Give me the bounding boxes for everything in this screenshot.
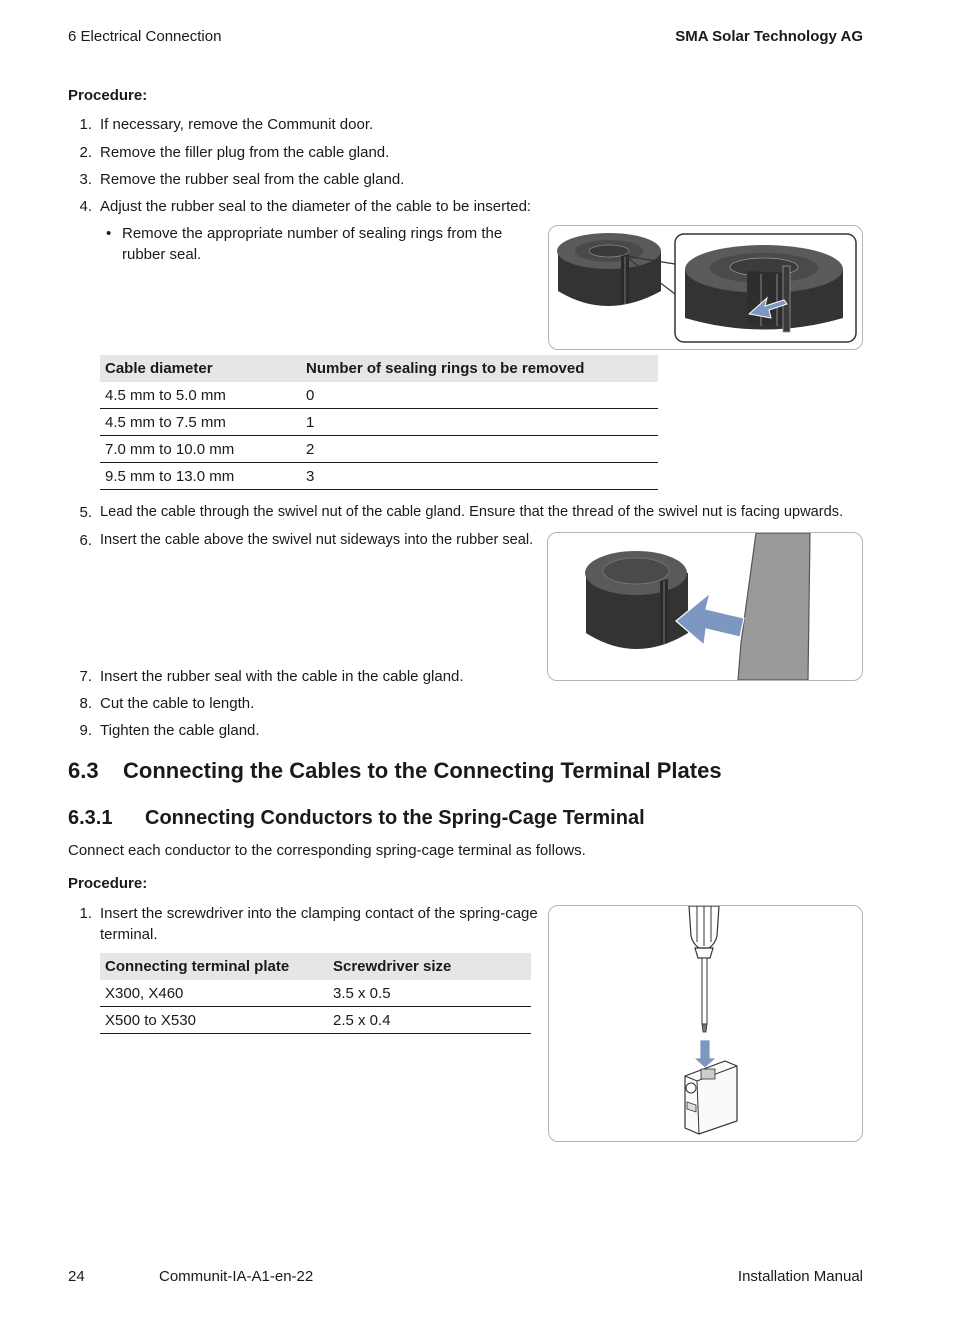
- step-1: [68, 114, 868, 135]
- section-number: 6.3.1: [68, 807, 113, 829]
- table-cell: 3.5 x 0.5: [328, 980, 531, 1007]
- table-cell: 2: [301, 436, 658, 463]
- step-number: 8.: [79, 695, 92, 712]
- footer-doc-id: Communit-IA-A1-en-22: [159, 1268, 314, 1285]
- step-text-line1: Insert the screwdriver into the clamping contact of the spring-cage: [100, 905, 538, 922]
- step-number: 9.: [79, 722, 92, 739]
- cable-diameter-table: [100, 355, 658, 490]
- step-text: Insert the cable above the swivel nut sideways into the rubber seal.: [100, 532, 534, 548]
- header-company: SMA Solar Technology AG: [675, 28, 863, 45]
- table-row: [100, 980, 531, 1007]
- table-cell: 0: [301, 382, 658, 409]
- step-2: [68, 142, 868, 163]
- table-header-row: [100, 953, 531, 980]
- table-cell: 2.5 x 0.4: [328, 1007, 531, 1034]
- step-7: [68, 666, 538, 687]
- step-number: 1.: [79, 905, 92, 922]
- step-text-line2: terminal.: [100, 926, 158, 943]
- section-title: Connecting Conductors to the Spring-Cage Terminal: [145, 807, 645, 829]
- step-text: Insert the rubber seal with the cable in the cable gland.: [100, 668, 464, 685]
- step-number: 2.: [79, 144, 92, 161]
- footer-page-number: 24: [68, 1268, 85, 1285]
- bullet-text-line2: rubber seal.: [122, 246, 202, 263]
- footer-doc-type: Installation Manual: [737, 1268, 863, 1285]
- table-header-cell: Number of sealing rings to be removed: [301, 355, 658, 382]
- step-text: Cut the cable to length.: [100, 695, 255, 712]
- step-text: Lead the cable through the swivel nut of the cable gland. Ensure that the thread of the swivel nut is facing upwards.: [100, 504, 844, 520]
- table-row: [100, 436, 658, 463]
- cable-insert-illustration: [548, 533, 862, 680]
- table-row: [100, 1007, 531, 1034]
- section-title: Connecting the Cables to the Connecting Terminal Plates: [123, 758, 722, 783]
- procedure-label: Procedure:: [68, 87, 148, 104]
- step-3: [68, 169, 868, 190]
- screwdriver-terminal-illustration: [549, 906, 862, 1141]
- rubber-seal-figure: [548, 225, 863, 350]
- step-8: [68, 693, 538, 714]
- step-text: Remove the filler plug from the cable gland.: [100, 144, 390, 161]
- step-number: 3.: [79, 171, 92, 188]
- section-number: 6.3: [68, 758, 99, 783]
- section-heading-6-3: [68, 758, 722, 784]
- table-cell: 3: [301, 463, 658, 490]
- table-cell: X300, X460: [100, 980, 328, 1007]
- table-cell: 1: [301, 409, 658, 436]
- table-row: [100, 409, 658, 436]
- table-header-cell: Cable diameter: [100, 355, 301, 382]
- table-row: [100, 463, 658, 490]
- step-number: 6.: [79, 532, 92, 549]
- table-header-cell: Screwdriver size: [328, 953, 531, 980]
- table-header-cell: Connecting terminal plate: [100, 953, 328, 980]
- step-5: [68, 502, 868, 523]
- step-text: Tighten the cable gland.: [100, 722, 260, 739]
- table-cell: X500 to X530: [100, 1007, 328, 1034]
- intro-paragraph: Connect each conductor to the corresponding spring-cage terminal as follows.: [68, 842, 586, 859]
- procedure-label: Procedure:: [68, 875, 148, 892]
- section-heading-6-3-1: [68, 807, 645, 830]
- header-section: 6 Electrical Connection: [68, 28, 222, 45]
- step-number: 5.: [79, 504, 92, 521]
- cable-insert-figure: [547, 532, 863, 681]
- step-number: 7.: [79, 668, 92, 685]
- table-cell: 9.5 mm to 13.0 mm: [100, 463, 301, 490]
- step-9: [68, 720, 538, 741]
- step-6: [68, 530, 538, 551]
- screwdriver-size-table: [100, 953, 531, 1034]
- table-cell: 4.5 mm to 7.5 mm: [100, 409, 301, 436]
- step-text: Remove the rubber seal from the cable gland.: [100, 171, 405, 188]
- step-text: If necessary, remove the Communit door.: [100, 116, 374, 133]
- step-number: 1.: [79, 116, 92, 133]
- table-row: [100, 382, 658, 409]
- table-cell: 7.0 mm to 10.0 mm: [100, 436, 301, 463]
- table-cell: 4.5 mm to 5.0 mm: [100, 382, 301, 409]
- bullet-mark: •: [106, 225, 112, 242]
- table-header-row: [100, 355, 658, 382]
- screwdriver-terminal-figure: [548, 905, 863, 1142]
- bullet-text-line1: Remove the appropriate number of sealing rings from the: [122, 225, 503, 242]
- step-text: Adjust the rubber seal to the diameter of the cable to be inserted:: [100, 198, 532, 215]
- step-4: [68, 196, 868, 217]
- step-1-screwdriver: [68, 903, 538, 945]
- step-number: 4.: [79, 198, 92, 215]
- rubber-seal-illustration: [549, 226, 862, 349]
